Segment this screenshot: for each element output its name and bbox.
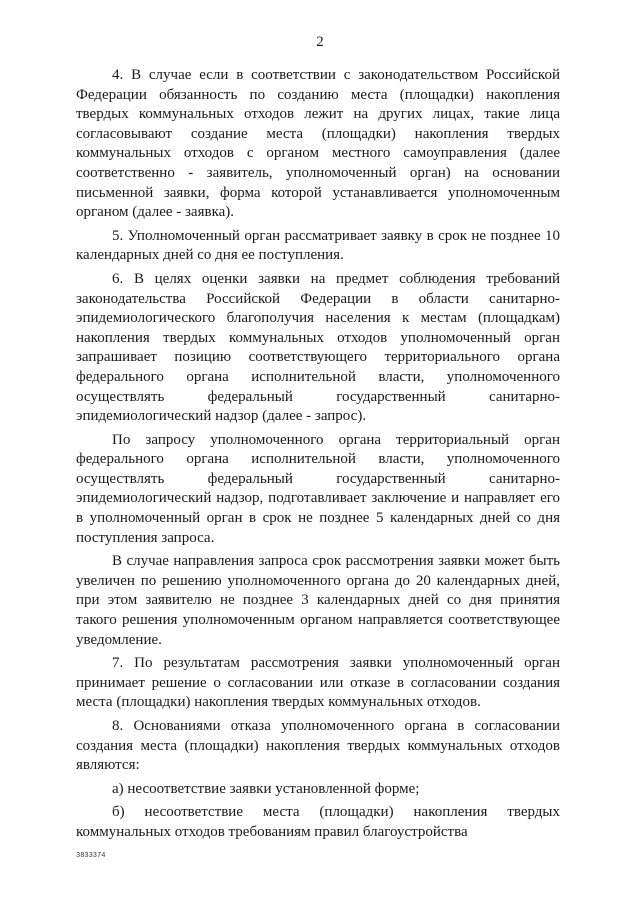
document-body (76, 66, 560, 847)
paragraph-8-a: а) несоответствие заявки установленной форме; (112, 780, 420, 797)
paragraph-4: 4. В случае если в соответствии с законодательством Российской Федерации обязанность по созданию места (площадки) накопления твердых коммунальных отходов лежит на других лицах, такие лица согласовывают создание места (площадки) накопления твердых коммунальных отходов с органом местного самоуправления (далее соответственно - заявитель, уполномоченный орган) на основании письменной заявки, форма которой устанавливается уполномоченным органом (далее - заявка). (76, 67, 560, 221)
paragraph-6-response: По запросу уполномоченного органа территориальный орган федерального органа исполнительной власти, уполномоченного осуществлять федеральный государственный санитарно-эпидемиологический надзор, подготавливает заключение и направляет его в уполномоченный орган в срок не позднее 5 календарных дней со дня поступления запроса. (76, 431, 560, 546)
document-code: 3833374 (76, 852, 106, 860)
paragraph-6: 6. В целях оценки заявки на предмет соблюдения требований законодательства Российской Федерации в области санитарно-эпидемиологического благополучия населения к местам (площадкам) накопления твердых коммунальных отходов уполномоченный орган запрашивает позицию соответствующего территориального органа федерального органа исполнительной власти, уполномоченного осуществлять федеральный государственный санитарно-эпидемиологический надзор (далее - запрос). (76, 270, 560, 425)
paragraph-6-extension: В случае направления запроса срок рассмотрения заявки может быть увеличен по решению уполномоченного органа до 20 календарных дней, при этом заявителю не позднее 3 календарных дней со дня принятия такого решения уполномоченным органом направляется соответствующее уведомление. (76, 553, 560, 648)
paragraph-5: 5. Уполномоченный орган рассматривает заявку в срок не позднее 10 календарных дней со дня ее поступления. (76, 227, 560, 264)
paragraph-8: 8. Основаниями отказа уполномоченного органа в согласовании создания места (площадки) накопления твердых коммунальных отходов являются: (76, 718, 560, 774)
paragraph-8-b: б) несоответствие места (площадки) накопления твердых коммунальных отходов требованиям правил благоустройства (76, 804, 560, 840)
paragraph-7: 7. По результатам рассмотрения заявки уполномоченный орган принимает решение о согласовании или отказе в согласовании создания места (площадки) накопления твердых коммунальных отходов. (76, 655, 560, 711)
page-number: 2 (316, 34, 324, 50)
